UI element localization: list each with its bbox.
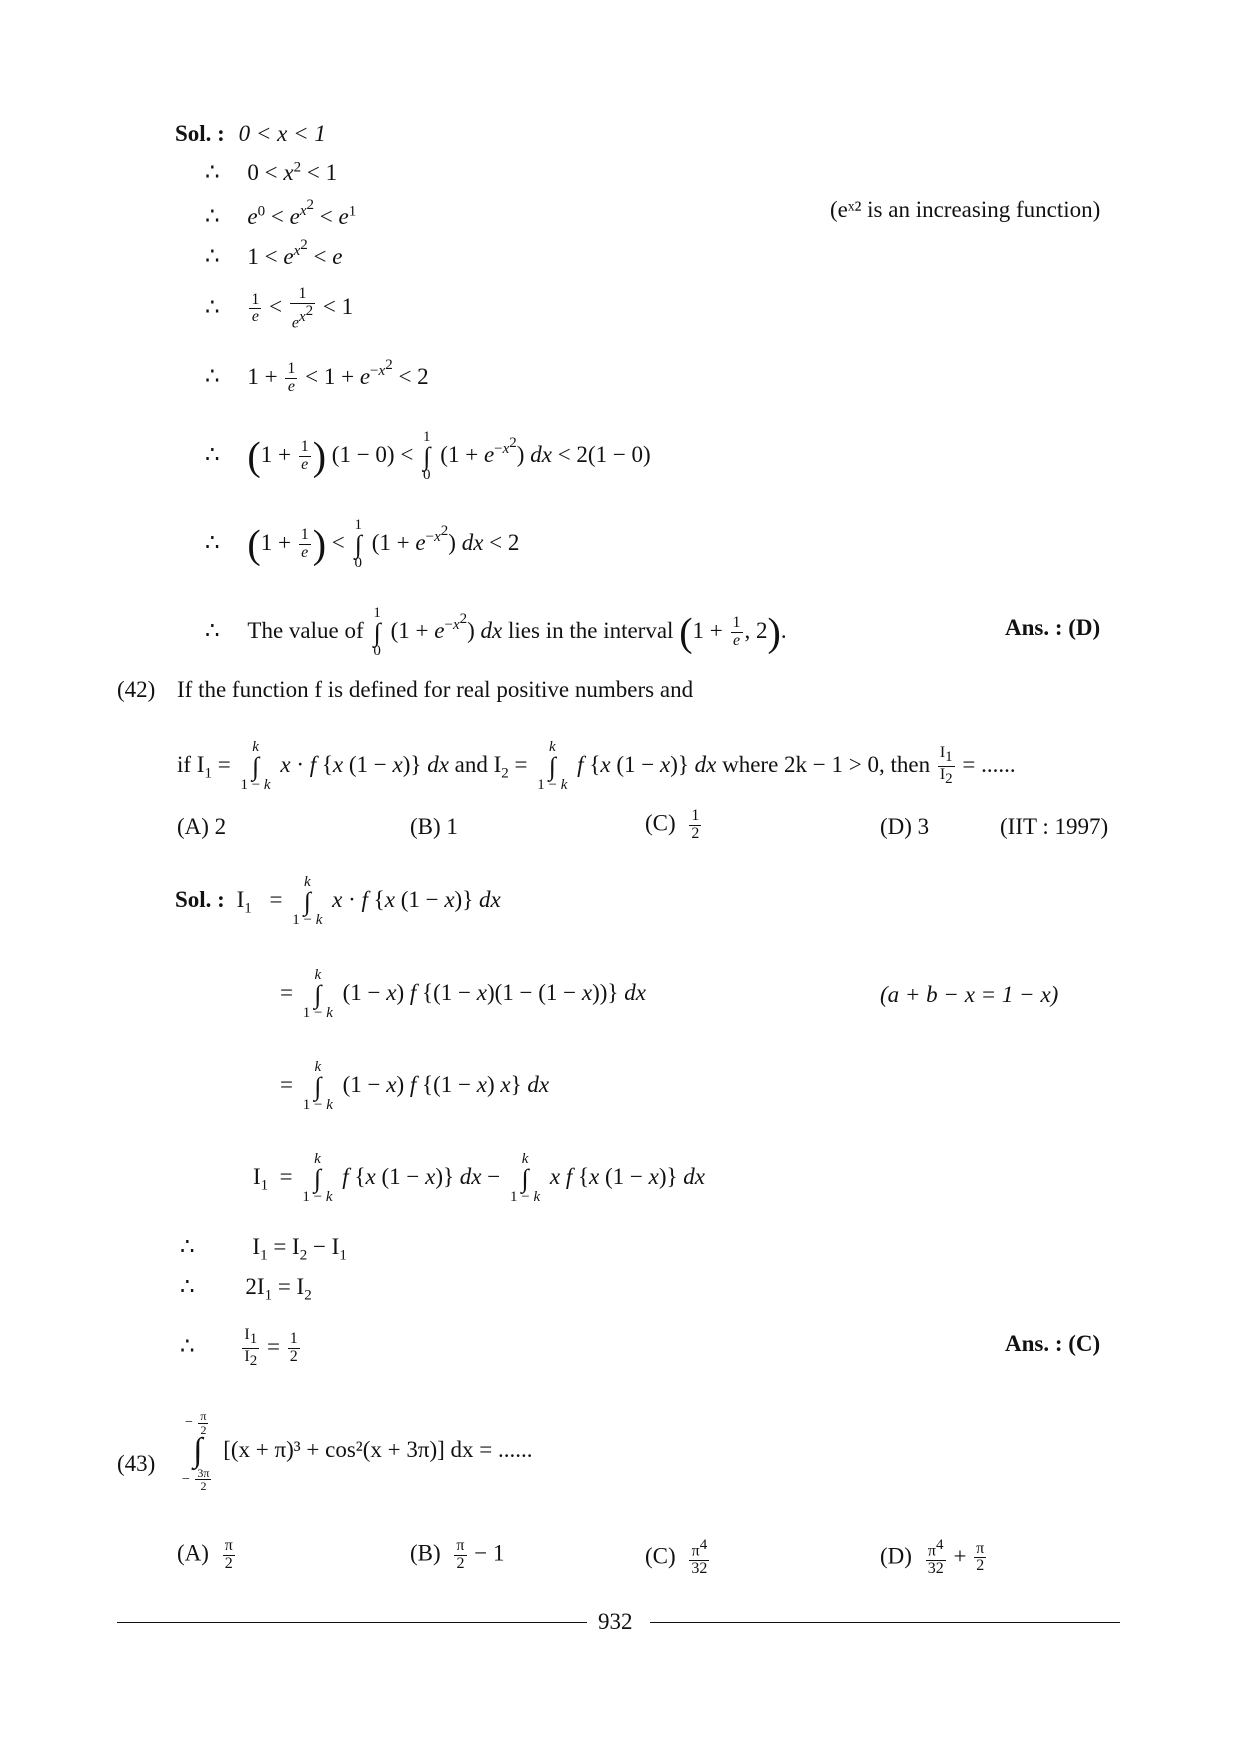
option-a[interactable]: (A) 2 (177, 814, 227, 839)
derivation-line: ∴ (1 + $\frac{1}{e}$ ) (1 − 0) < 1 ∫ 0 $(1 + e^{-x^2})$ dx < 2(1 − 0) (205, 429, 651, 484)
sol-label: Sol. : (175, 886, 225, 912)
question-number-43: (43) (117, 1451, 156, 1476)
page-number: 932 (598, 1609, 633, 1634)
option-b-label: (B) (410, 1540, 441, 1566)
question-tail: = ...... (962, 751, 1016, 777)
option-c[interactable]: (C) $\frac{\pi^4}{32}$ (645, 1537, 708, 1578)
sol-line: 0 < x < 1 (238, 121, 326, 146)
derivation-line: = k ∫ 1 − k (1 − x) f {(1 − x) x} dx (280, 1059, 550, 1114)
answer-label: Ans. : (C) (1005, 1331, 1101, 1356)
option-c-label: (C) (645, 810, 676, 836)
conclusion-text-mid: lies in the interval (508, 617, 674, 643)
derivation-line: = k ∫ 1 − k (1 − x) f {(1 − x)(1 − (1 − x))} dx (280, 967, 646, 1022)
option-d[interactable]: (D) 3 (880, 814, 930, 839)
question-formula: − $\frac{\pi}{2}$ ∫ − $\frac{3\pi}{2}$ [(x + π)³ + cos²(x + 3π)] dx = ...... (182, 1409, 533, 1494)
therefore-symbol: ∴ (180, 1274, 195, 1299)
question-number-42: (42) (117, 677, 156, 702)
sol-label: Sol. : (175, 121, 225, 146)
conclusion-line: ∴ The value of 1 ∫ 0 $(1 + e^{-x^2})$ dx lies in the interval (1 + $\frac{1}{e}$ , 2). (205, 605, 787, 660)
therefore-symbol: ∴ (205, 294, 220, 320)
option-d[interactable]: (D) $\frac{\pi^4}{32}$ + $\frac{\pi}{2}$ (880, 1537, 985, 1578)
footer-rule-left (117, 1622, 587, 1623)
derivation-line: ∴ $0 < x^2 < 1$ (205, 159, 338, 185)
option-c[interactable]: (C) $\frac{1}{2}$ (645, 807, 700, 842)
option-d-label: (D) (880, 1543, 912, 1569)
source-label: (IIT : 1997) (1000, 814, 1109, 839)
side-note: (a + b − x = 1 − x) (880, 982, 1059, 1007)
question-expression: [(x + π)³ + cos²(x + 3π)] dx = ...... (223, 1436, 533, 1462)
question-condition: where 2k − 1 > 0, then (722, 751, 931, 777)
therefore-symbol: ∴ (180, 1234, 195, 1259)
derivation-line: ∴ $\frac{1}{e}$ < $\frac{1}{e^{x^2}}$ < 1 (205, 285, 354, 332)
derivation-line: ∴ (1 + $\frac{1}{e}$ ) < 1 ∫ 0 $(1 + e^{-x^2})$ dx < 2 (205, 517, 520, 572)
derivation-line: ∴ $2I_1 = I_2$ (180, 1274, 312, 1304)
derivation-line: ∴ $e^0 < e^{x^2} < e^1$ (205, 197, 357, 229)
therefore-symbol: ∴ (205, 441, 220, 467)
answer-label: Ans. : (D) (1005, 615, 1101, 640)
derivation-line: ∴ 1 + $\frac{1}{e}$ < $1 + e^{-x^2} < 2$ (205, 357, 429, 395)
derivation-line: ∴ $I_1 = I_2 - I_1$ (180, 1234, 347, 1264)
therefore-symbol: ∴ (205, 363, 220, 389)
option-b[interactable]: (B) $\frac{\pi}{2}$ − 1 (410, 1537, 505, 1572)
derivation-line: ∴ $\frac{I_1}{I_2}$ = $\frac{1}{2}$ (180, 1326, 298, 1370)
option-c-label: (C) (645, 1543, 676, 1569)
therefore-symbol: ∴ (205, 159, 220, 185)
therefore-symbol: ∴ (205, 529, 220, 555)
footer-rule-right (650, 1622, 1120, 1623)
derivation-line: $I_1 = k$ ∫ 1 − k f {x (1 − x)} dx − k ∫ 1 − k x f {x (1 − x)} dx (253, 1151, 706, 1206)
option-a[interactable]: (A) $\frac{\pi}{2}$ (177, 1537, 233, 1572)
solution-block-42: Sol. : $I_1 = k$ ∫ 1 − k x · f {x (1 − x)} dx (175, 874, 501, 929)
option-b[interactable]: (B) 1 (410, 814, 458, 839)
therefore-symbol: ∴ (205, 243, 220, 269)
side-note: (eˣ² is an increasing function) (830, 197, 1101, 222)
question-text: If the function f is defined for real positive numbers and (177, 677, 694, 702)
therefore-symbol: ∴ (205, 203, 220, 229)
option-a-label: (A) (177, 1540, 209, 1566)
therefore-symbol: ∴ (205, 617, 220, 643)
conclusion-text: The value of (247, 617, 364, 643)
question-formula: if $I_1 = k$ ∫ 1 − k x · f {x (1 − x)} dx and $I_2 = k$ ∫ 1 − k f {x (1 − x)} dx where 2k − 1 > 0, then $\frac{I_1}{I_2}$ = ...... (177, 739, 1016, 794)
solution-block-41 (175, 122, 326, 145)
derivation-line: ∴ $1 < e^{x^2} < e$ (205, 237, 343, 269)
therefore-symbol: ∴ (180, 1333, 195, 1359)
